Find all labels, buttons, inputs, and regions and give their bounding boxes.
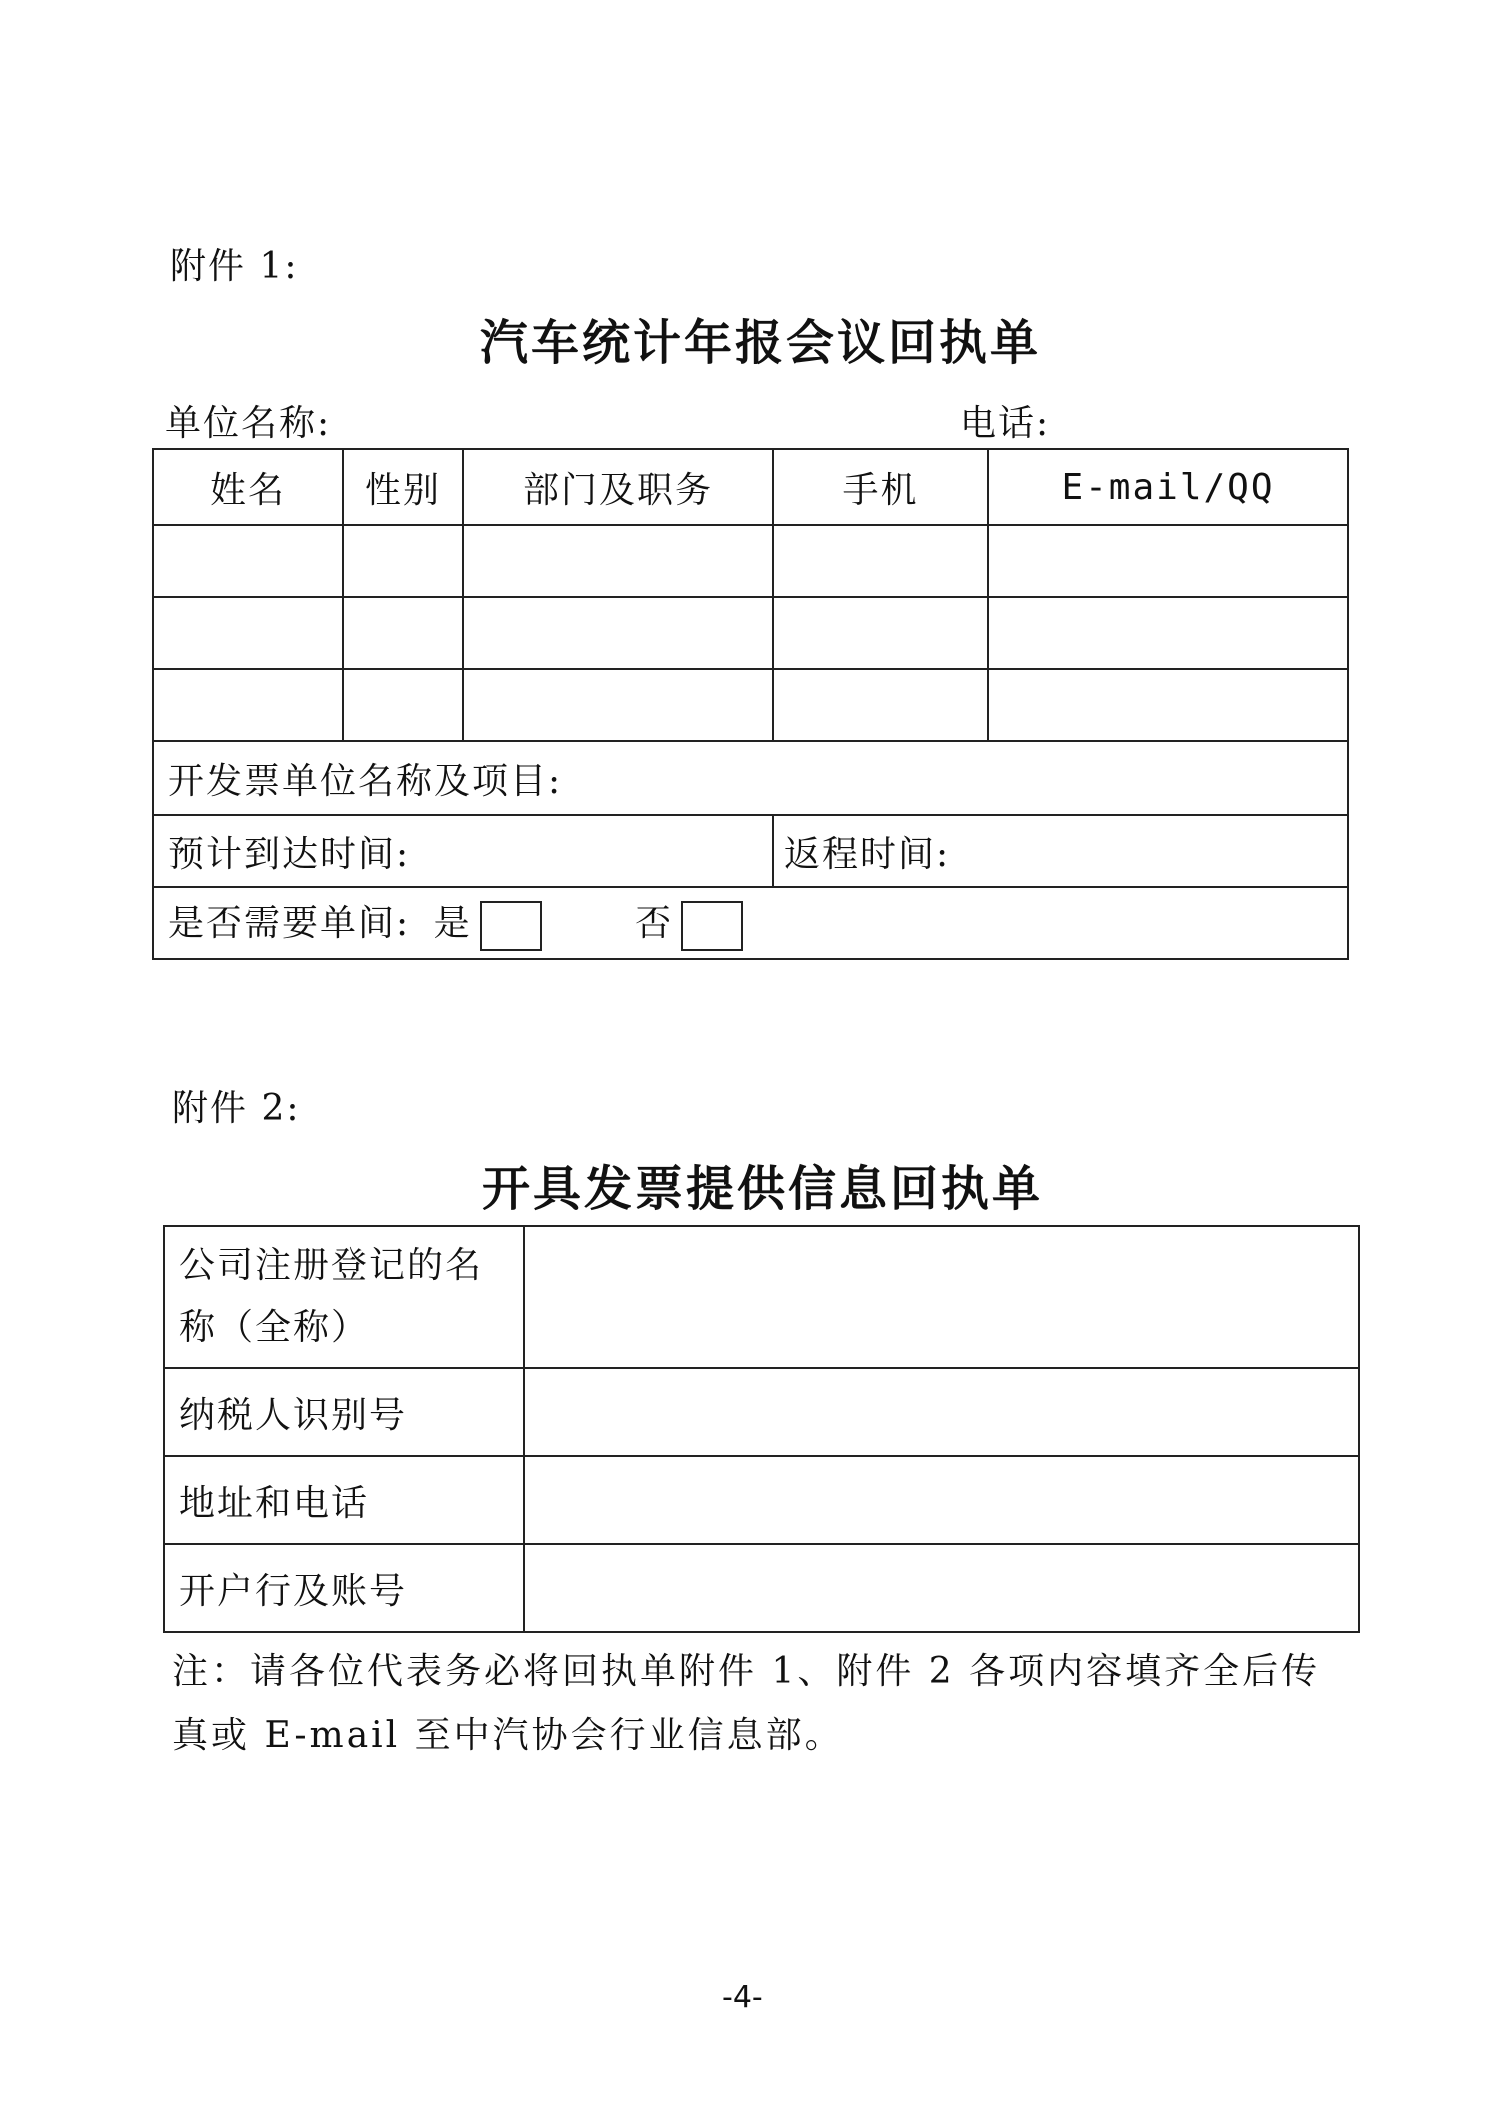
no-checkbox[interactable] — [681, 901, 743, 951]
attachment2-title: 开具发票提供信息回执单 — [482, 1161, 1044, 1217]
cell-gender[interactable] — [343, 525, 463, 597]
header-department: 部门及职务 — [463, 449, 773, 525]
invoice-info-row — [164, 1544, 1359, 1632]
header-name: 姓名 — [153, 449, 343, 525]
yes-checkbox[interactable] — [480, 901, 542, 951]
header-email: E-mail/QQ — [988, 449, 1348, 525]
cell-mobile[interactable] — [773, 525, 988, 597]
attendee-table — [152, 448, 1349, 960]
attendee-row — [153, 597, 1348, 669]
cell-email[interactable] — [988, 597, 1348, 669]
attachment1-title: 汽车统计年报会议回执单 — [480, 315, 1042, 371]
cell-email[interactable] — [988, 525, 1348, 597]
bank-account-label: 开户行及账号 — [164, 1544, 524, 1632]
return-time-label[interactable]: 返程时间: — [773, 815, 1348, 887]
invoice-row — [153, 741, 1348, 815]
header-mobile: 手机 — [773, 449, 988, 525]
travel-row — [153, 815, 1348, 887]
cell-email[interactable] — [988, 669, 1348, 741]
arrival-time-label[interactable]: 预计到达时间: — [153, 815, 773, 887]
invoice-info-row — [164, 1456, 1359, 1544]
phone-label: 电话: — [960, 403, 1051, 444]
address-phone-field[interactable] — [524, 1456, 1359, 1544]
footnote: 注：请各位代表务必将回执单附件 1、附件 2 各项内容填齐全后传真或 E-mail 至中汽协会行业信息部。 — [172, 1651, 1321, 1756]
cell-gender[interactable] — [343, 669, 463, 741]
yes-label: 是 — [433, 903, 472, 944]
cell-mobile[interactable] — [773, 669, 988, 741]
company-name-label: 公司注册登记的名称（全称） — [164, 1226, 524, 1368]
invoice-info-row — [164, 1368, 1359, 1456]
cell-department[interactable] — [463, 597, 773, 669]
cell-department[interactable] — [463, 669, 773, 741]
header-gender: 性别 — [343, 449, 463, 525]
attendee-row — [153, 525, 1348, 597]
cell-department[interactable] — [463, 525, 773, 597]
single-room-row — [153, 887, 1348, 959]
attendee-header-row — [153, 449, 1348, 525]
attachment1-label: 附件 1: — [170, 246, 299, 287]
invoice-info-table — [163, 1225, 1360, 1633]
cell-gender[interactable] — [343, 597, 463, 669]
single-room-cell — [153, 887, 1348, 959]
invoice-row-label[interactable]: 开发票单位名称及项目: — [153, 741, 1348, 815]
attendee-row — [153, 669, 1348, 741]
company-name-field[interactable] — [524, 1226, 1359, 1368]
bank-account-field[interactable] — [524, 1544, 1359, 1632]
cell-name[interactable] — [153, 669, 343, 741]
address-phone-label: 地址和电话 — [164, 1456, 524, 1544]
taxpayer-id-label: 纳税人识别号 — [164, 1368, 524, 1456]
page-number: -4- — [722, 1980, 763, 2015]
no-label: 否 — [635, 903, 674, 944]
cell-name[interactable] — [153, 597, 343, 669]
invoice-info-row — [164, 1226, 1359, 1368]
attachment2-label: 附件 2: — [172, 1088, 301, 1129]
single-room-label: 是否需要单间: — [168, 903, 411, 944]
taxpayer-id-field[interactable] — [524, 1368, 1359, 1456]
cell-mobile[interactable] — [773, 597, 988, 669]
cell-name[interactable] — [153, 525, 343, 597]
unit-name-label: 单位名称: — [165, 403, 332, 444]
